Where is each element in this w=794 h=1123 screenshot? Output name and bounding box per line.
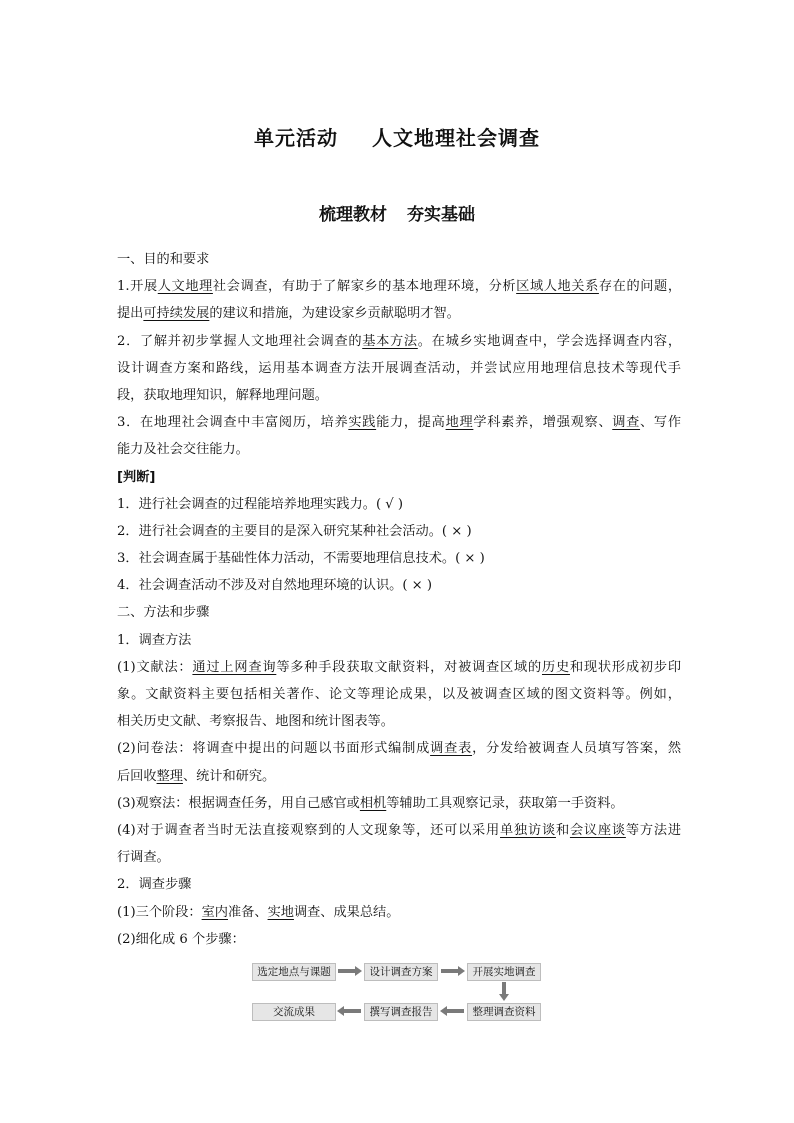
purpose-item-1: 1.开展人文地理社会调查，有助于了解家乡的基本地理环境，分析区域人地关系存在的问题， xyxy=(117,279,681,295)
heading-methods-steps: 二、方法和步骤 xyxy=(117,605,210,621)
steps-detail: (2)细化成 6 个步骤： xyxy=(117,931,245,947)
judge-item: 2．进行社会调查的主要目的是深入研究某种社会活动。( × ) xyxy=(117,523,472,539)
arrow-left-icon xyxy=(337,1006,361,1016)
judge-item: 3．社会调查属于基础性体力活动，不需要地理信息技术。( × ) xyxy=(117,551,485,567)
flow-step-design-plan: 设计调查方案 xyxy=(364,963,438,981)
page-title: 单元活动 人文地理社会调查 xyxy=(254,126,540,150)
method-interview: (4)对于调查者当时无法直接观察到的人文现象等，还可以采用单独访谈和会议座谈等方法进 xyxy=(117,822,681,838)
arrow-right-icon xyxy=(338,966,362,976)
judge-heading: [判断] xyxy=(117,469,156,485)
method-questionnaire: (2)问卷法：将调查中提出的问题以书面形式编制成调查表，分发给被调查人员填写答案，然 xyxy=(117,741,681,757)
flow-step-organize-data: 整理调查资料 xyxy=(467,1003,541,1021)
judge-item: 1．进行社会调查的过程能培养地理实践力。( √ ) xyxy=(117,496,404,512)
flow-step-share-results: 交流成果 xyxy=(252,1003,336,1021)
judge-item: 4．社会调查活动不涉及对自然地理环境的认识。( × ) xyxy=(117,578,433,594)
flow-step-write-report: 撰写调查报告 xyxy=(364,1003,438,1021)
document-body: 一、目的和要求 1.开展人文地理社会调查，有助于了解家乡的基本地理环境，分析区域人地关系存在的问题， 提出可持续发展的建议和措施，为建设家乡贡献聪明才智。 2．了解并初步掌握人文地理社会调查的基本方法。在城乡实地调查中，学会选择调查内容， 设计调查方案和路线，运用基本调查方法开展调查活动，并尝试应用地理信息技术等现代手 段，获取地理知识，解释地理问题。 3．在地理社会调查中丰富阅历，培养实践能力，提高地理学科素养，增强观察、调查、写作 能力及社会交往能力。 [判断] 1．进行社会调查的过程能培养地理实践力。( √ ) 2．进行社会调查的主要目的是深入研究某种社会活动。( × ) 3．社会调查属于基础性体力活动，不需要地理信息技术。( × ) 4．社会调查活动不涉及对自然地理环境的认识。( × ) 二、方法和步骤 1．调查方法 (1)文献法：通过上网查询等多种手段获取文献资料，对被调查区域的历史和现状形成初步印 象。文献资料主要包括相关著作、论文等理论成果，以及被调查区域的图文资料等。例如， 相关历史文献、考察报告、地图和统计图表等。 (2)问卷法：将调查中提出的问题以书面形式编制成调查表，分发给被调查人员填写答案，然 后回收整理、统计和研究。 (3)观察法：根据调查任务，用自己感官或相机等辅助工具观察记录，获取第一手资料。 (4)对于调查者当时无法直接观察到的人文现象等，还可以采用单独访谈和会议座谈等方法进 行调查。 2．调查步骤 (1)三个阶段：室内准备、实地调查、成果总结。 (2)细化成 6 个步骤： xyxy=(117,246,681,953)
purpose-item-2: 2．了解并初步掌握人文地理社会调查的基本方法。在城乡实地调查中，学会选择调查内容， xyxy=(117,333,681,349)
heading-steps: 2．调查步骤 xyxy=(117,877,192,893)
arrow-right-icon xyxy=(441,966,465,976)
flow-step-select-site: 选定地点与课题 xyxy=(252,963,336,981)
method-observation: (3)观察法：根据调查任务，用自己感官或相机等辅助工具观察记录，获取第一手资料。 xyxy=(117,795,624,811)
purpose-item-3: 3．在地理社会调查中丰富阅历，培养实践能力，提高地理学科素养，增强观察、调查、写作 xyxy=(117,415,681,431)
flow-step-field-survey: 开展实地调查 xyxy=(467,963,541,981)
arrow-left-icon xyxy=(440,1006,464,1016)
steps-stages: (1)三个阶段：室内准备、实地调查、成果总结。 xyxy=(117,904,400,920)
section-title: 梳理教材 夯实基础 xyxy=(319,205,475,225)
heading-purpose: 一、目的和要求 xyxy=(117,252,210,267)
method-literature: (1)文献法：通过上网查询等多种手段获取文献资料，对被调查区域的历史和现状形成初步印 xyxy=(117,659,681,675)
heading-methods: 1．调查方法 xyxy=(117,632,192,648)
arrow-down-icon xyxy=(499,982,509,1001)
